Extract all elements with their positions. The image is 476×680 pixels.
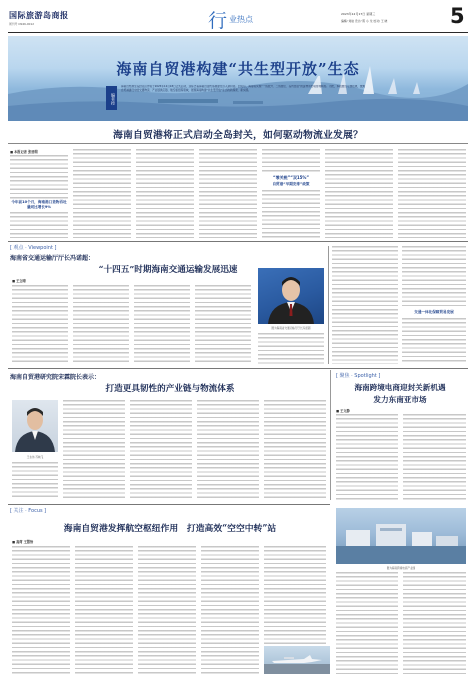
focus-column-4 xyxy=(201,546,259,674)
viewpoint-kicker: 海南省交通运输厅厅长冯诺超： xyxy=(10,255,95,262)
airport-photo xyxy=(264,646,330,674)
logo: 国际旅游岛商报 xyxy=(9,10,69,20)
pullquote-3: 自贸港“早期安排”政策 xyxy=(272,182,310,186)
headline-rule xyxy=(8,143,468,144)
main-byline: ■ 本报记者 张晋纲 xyxy=(10,150,38,154)
viewpoint-column-4 xyxy=(195,285,251,364)
masthead-rule xyxy=(8,32,468,33)
viewpoint-column-1 xyxy=(12,285,68,364)
hero-title: 海南自贸港构建“共生型开放”生态 xyxy=(116,60,360,78)
airport-scene xyxy=(264,646,330,674)
focus-column-1 xyxy=(12,546,70,674)
ecommerce-caption: 图为海南跨境电商产业园 xyxy=(386,567,416,570)
expert-figure xyxy=(12,400,58,452)
viewpoint-headline: “十四五”时期海南交通运输发展迅速 xyxy=(98,265,238,275)
ecommerce-scene xyxy=(336,508,466,564)
spotlight-tag: [ 聚焦 · Spotlight ] xyxy=(336,373,381,379)
viewpoint-byline: ■ 王立晴 xyxy=(12,279,26,283)
focus-headline: 海南自贸港发挥航空枢纽作用 打造高效“空空中转”站 xyxy=(63,524,277,534)
pullquote-1: 今年前10个月，海南港口货物吞吐量同比增长9% xyxy=(11,200,67,209)
vertical-divider-2 xyxy=(330,370,331,500)
main-column-2 xyxy=(73,149,131,238)
viewpoint-column-2 xyxy=(73,285,129,364)
research-column-4 xyxy=(197,400,259,498)
section-rule-3 xyxy=(8,504,330,505)
main-column-5b xyxy=(262,190,320,238)
main-column-4 xyxy=(199,149,257,238)
portrait-figure xyxy=(258,268,324,324)
focus-byline: ■ 高荷 王慧怡 xyxy=(12,540,34,544)
viewpoint-column-5 xyxy=(258,333,324,364)
viewpoint-tag: [ 观点 · Viewpoint ] xyxy=(10,245,57,251)
pullquote-2: “零关税”“双15%” xyxy=(272,175,310,180)
main-column-7 xyxy=(398,149,466,238)
section-char: 行 xyxy=(208,10,228,32)
main-column-1 xyxy=(10,155,68,199)
research-column-3 xyxy=(130,400,192,498)
expert-caption: 王永伟 苏映飞 xyxy=(26,456,44,459)
spotlight-subheadline: 发力东南亚市场 xyxy=(373,395,427,404)
page-number: 5 xyxy=(450,4,465,28)
focus-tag: [ 关注 · Focus ] xyxy=(10,508,47,514)
editor-credit: 编辑/ 刘晗 设计/ 陈 小 龙 校对/ 王 晓 xyxy=(341,19,388,23)
main-column-5a xyxy=(262,149,320,172)
section-rule-2 xyxy=(8,368,468,369)
research-column-5 xyxy=(264,400,326,498)
logo-subtitle: 周刊号 CN46-0012 xyxy=(9,22,35,26)
issue-date: 2023年12月17日 星期三 xyxy=(341,12,376,16)
editor-note-text: 海南自贸港全岛封关运作将于2025年12月18日正式启动，这标志着海南自由贸易港建设迈入新阶段。封关后，海南将实施“一线放开、二线管住、岛内自由”的货物进出境管理制度。为此，本报推出专题报道，聚焦自贸港建设中的交通物流、产业链供应链、航空枢纽等领域，展现海南构建“共生型开放”生态的新探索、新实践。 xyxy=(121,85,366,93)
editor-note-label: 编者按 xyxy=(106,86,117,110)
focus-column-3 xyxy=(138,546,196,674)
spotlight-column-1 xyxy=(336,414,398,500)
viewpoint-column-3 xyxy=(134,285,190,364)
spotlight-headline: 海南跨境电商迎封关新机遇 xyxy=(354,383,446,392)
research-headline: 打造更具韧性的产业链与物流体系 xyxy=(105,384,235,394)
right-column-c xyxy=(402,318,466,364)
focus-column-5 xyxy=(264,546,326,644)
main-column-3 xyxy=(136,149,194,238)
official-portrait xyxy=(258,268,324,324)
main-headline: 海南自贸港将正式启动全岛封关，如何驱动物流业发展？ xyxy=(113,130,363,141)
section-rule-1 xyxy=(8,241,468,242)
main-column-6 xyxy=(325,149,393,238)
research-column-1 xyxy=(12,462,58,498)
portrait-caption: 图为海南省交通运输厅厅长冯诺超 xyxy=(271,327,311,330)
section-name: 业热点 xyxy=(229,15,253,24)
hero-banner xyxy=(8,36,468,121)
expert-portrait xyxy=(12,400,58,452)
right-column-b xyxy=(402,246,466,306)
right-subhead: 交通一体化保障贸易发展 xyxy=(414,310,454,314)
vertical-divider-1 xyxy=(328,246,329,364)
ecommerce-column-2 xyxy=(403,572,466,674)
spotlight-byline: ■ 王文静 xyxy=(336,409,350,413)
research-column-2 xyxy=(63,400,125,498)
spotlight-column-2 xyxy=(403,414,466,500)
focus-column-2 xyxy=(75,546,133,674)
ecommerce-photo xyxy=(336,508,466,564)
main-column-1b xyxy=(10,212,68,238)
right-column-a xyxy=(332,246,398,364)
research-kicker: 海南自贸港研究院宋霖院长表示： xyxy=(10,374,101,381)
ecommerce-column-1 xyxy=(336,572,398,674)
